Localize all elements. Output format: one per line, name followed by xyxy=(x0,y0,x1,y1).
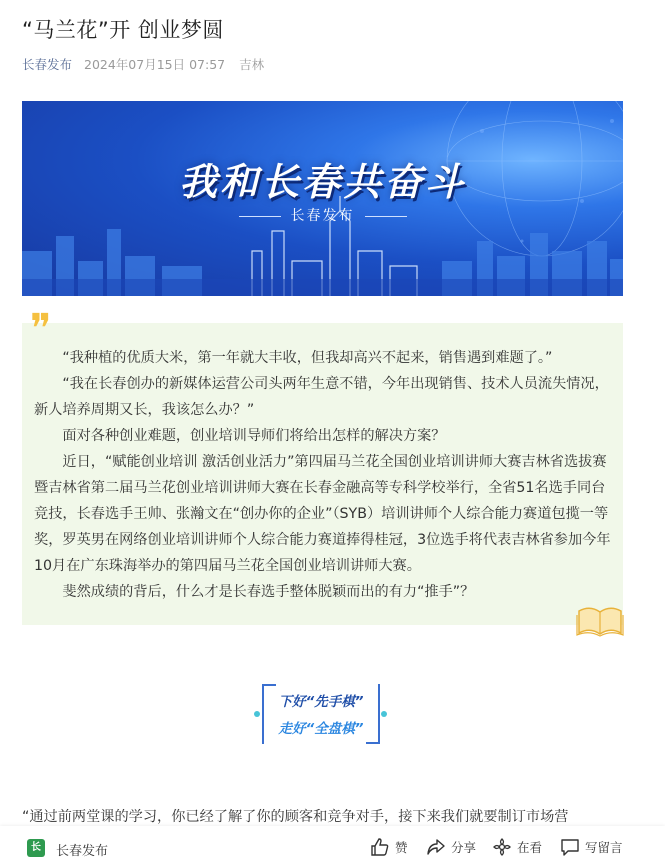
paragraph: “我种植的优质大米，第一年就大丰收，但我却高兴不起来，销售遇到难题了。” xyxy=(62,350,553,366)
comment-label: 写留言 xyxy=(585,840,623,855)
paragraph: “我在长春创办的新媒体运营公司头两年生意不错，今年出现销售、技术人员流失情况，新人培养周期又长，我该怎么办？” xyxy=(34,376,609,418)
publish-location: 吉林 xyxy=(239,57,265,72)
publish-datetime: 2024年07月15日 07:57 xyxy=(84,57,226,72)
divider xyxy=(239,216,281,217)
quote-text xyxy=(34,345,614,605)
like-label: 赞 xyxy=(395,840,408,855)
watch-label: 在看 xyxy=(517,840,543,855)
banner-subtitle xyxy=(22,205,623,225)
share-icon xyxy=(426,837,446,857)
section-heading-line1: 下好“先手棋” xyxy=(278,694,364,710)
divider xyxy=(365,216,407,217)
account-link[interactable]: 长春发布 xyxy=(22,57,73,72)
comment-icon xyxy=(560,837,580,857)
article-title: “马兰花”开 创业梦圆 xyxy=(22,18,224,42)
like-button[interactable] xyxy=(370,836,408,858)
account-avatar[interactable]: 长 xyxy=(27,839,45,857)
banner-image xyxy=(22,101,623,296)
body-paragraph-partial: “通过前两堂课的学习，你已经了解了你的顾客和竞争对手，接下来我们就要制订市场营 xyxy=(22,809,569,825)
intro-quote-box xyxy=(22,306,623,625)
paragraph: 近日，“赋能创业培训 激活创业活力”第四届马兰花全国创业培训讲师大赛吉林省选拔赛暨吉林省第二届马兰花创业培训讲师大赛在长春金融高等专科学校举行，全省51名选手同台竞技，长春选手王帅、张瀚文在“创办你的企业”（SYB）培训讲师个人综合能力赛道包揽一等奖，罗英男在网络创业培训讲师个人综合能力赛道捧得桂冠，3位选手将代表吉林省参加今年10月在广东珠海举办的第四届马兰花全国创业培训讲师大赛。 xyxy=(34,454,611,574)
bottom-action-bar xyxy=(0,826,665,866)
thumbs-up-icon xyxy=(370,837,390,857)
open-book-icon xyxy=(576,603,624,637)
decor-dot xyxy=(381,711,387,717)
share-label: 分享 xyxy=(451,840,477,855)
section-heading xyxy=(262,684,380,744)
decor-dot xyxy=(254,711,260,717)
quote-mark-icon: ❞ xyxy=(30,306,52,352)
account-name[interactable]: 长春发布 xyxy=(56,844,109,859)
flower-icon xyxy=(492,837,512,857)
paragraph: 斐然成绩的背后，什么才是长春选手整体脱颖而出的有力“推手”？ xyxy=(62,584,475,600)
article-meta xyxy=(22,55,264,73)
paragraph: 面对各种创业难题，创业培训导师们将给出怎样的解决方案？ xyxy=(62,428,446,444)
share-button[interactable] xyxy=(426,836,476,858)
banner-slogan: 我和长春共奋斗 xyxy=(178,160,466,204)
comment-button[interactable] xyxy=(560,836,623,858)
section-heading-line2: 走好“全盘棋” xyxy=(278,721,364,737)
banner-subtitle-text: 长春发布 xyxy=(290,208,355,224)
watch-button[interactable] xyxy=(492,836,542,858)
